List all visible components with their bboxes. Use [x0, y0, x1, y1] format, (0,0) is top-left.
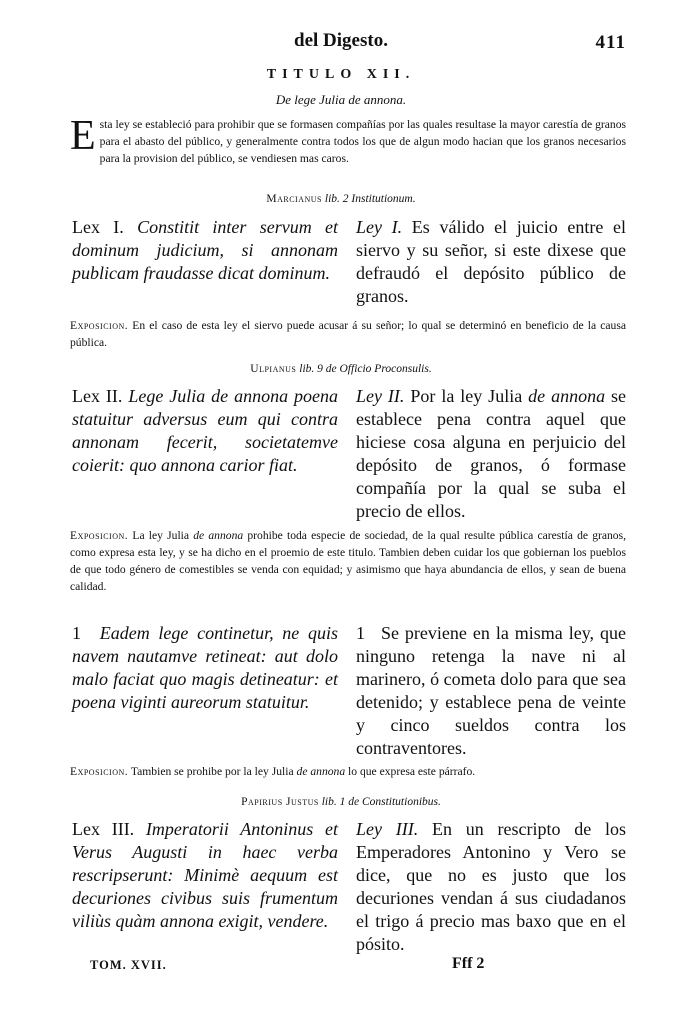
page-number: 411 — [595, 32, 626, 53]
latin-text — [72, 385, 338, 477]
latin-text — [72, 622, 338, 714]
intro-paragraph — [70, 113, 626, 167]
paragraph-number: 1 — [356, 623, 365, 643]
exposition-label: Exposicion. — [70, 319, 129, 332]
spanish-body: En un rescripto de los Emperadores Antonino y Vero se dice, que no es justo que los decuriones vendan á sus ciudadanos el trigo á precio mas baxo que en el pósito. — [356, 819, 626, 954]
exposition-pre: Tambien se prohibe por la ley Julia — [130, 765, 294, 778]
spanish-body: se establece pena contra aquel que hiciese cosa alguna en perjuicio del depósito de granos, ó formase compañía por la qual se suba el precio de ellos. — [356, 386, 627, 521]
source-work: lib. 9 de Officio Proconsulis. — [299, 363, 432, 375]
spanish-pre: Por la ley Julia — [410, 386, 523, 406]
law-heading: Lex III. — [72, 819, 135, 839]
section-title: TITULO XII. — [266, 67, 416, 82]
exposition-text: lo que expresa este párrafo. — [348, 765, 476, 778]
ley-heading: Ley I. — [356, 217, 403, 237]
exposition-italic: de annona — [193, 529, 244, 542]
source-citation — [0, 796, 682, 808]
law-heading: Lex II. — [72, 386, 123, 406]
exposition-italic: de annona — [296, 765, 346, 778]
exposition-label: Exposicion. — [70, 765, 129, 778]
spanish-text — [356, 818, 626, 956]
intro-text: sta ley se estableció para prohibir que se formasen compañías por las quales resultase la mayor carestía de granos para el abasto del público, y generalmente contra todos los que de algun modo hacian que los granos necesarios para la provision del público, se vendiesen mas caros. — [99, 118, 626, 165]
exposition-text: En el caso de esta ley el siervo puede acusar á su señor; lo qual se determinó en beneficio de la causa pública. — [70, 319, 626, 349]
source-citation — [0, 363, 682, 375]
exposition — [70, 763, 626, 780]
source-author: Papirius Justus — [241, 796, 319, 808]
spanish-text — [356, 385, 626, 523]
section-subtitle: De lege Julia de annona. — [275, 92, 407, 107]
exposition-pre: La ley Julia — [132, 529, 190, 542]
latin-text — [72, 216, 338, 285]
exposition-label: Exposicion. — [70, 529, 129, 542]
source-work: lib. 2 Institutionum. — [324, 193, 416, 205]
source-author: Ulpianus — [250, 363, 297, 375]
spanish-text — [356, 622, 626, 760]
latin-text — [72, 818, 338, 933]
spanish-text — [356, 216, 626, 308]
latin-body: Imperatorii Antoninus et Verus Augusti in haec verba rescripserunt: Minimè aequum est decuriones civibus suis frumentum viliùs quàm annona exigit, vendere. — [72, 819, 338, 931]
spanish-italic: de annona — [528, 386, 606, 406]
ley-heading: Ley III. — [356, 819, 419, 839]
source-work: lib. 1 de Constitutionibus. — [321, 796, 441, 808]
latin-body: Constitit inter servum et dominum judicium, si annonam publicam fraudasse dicat dominum. — [72, 217, 339, 283]
exposition — [70, 317, 626, 351]
volume-marker: TOM. XVII. — [90, 958, 167, 972]
signature-mark: Fff 2 — [452, 955, 485, 972]
paragraph-number: 1 — [72, 623, 81, 643]
source-author: Marcianus — [266, 193, 322, 205]
law-heading: Lex I. — [72, 217, 124, 237]
latin-body: Eadem lege continetur, ne quis navem nautamve retineat: aut dolo malo faciat quo magis detineatur: et poena viginti aureorum statuitur. — [72, 623, 339, 712]
spanish-body: Se previene en la misma ley, que ninguno retenga la nave ni al marinero, ó cometa dolo para que sea detenido; y establece pena de veinte y cinco sueldos contra los contraventores. — [356, 623, 627, 758]
drop-cap: E — [70, 113, 96, 159]
spanish-body: Es válido el juicio entre el siervo y su señor, si este dixese que defraudó el depósito público de granos. — [356, 217, 627, 306]
ley-heading: Ley II. — [356, 386, 405, 406]
exposition — [70, 527, 626, 595]
exposition-text: prohibe toda especie de sociedad, de la qual resulte pública carestía de granos, como expresa esta ley, y se ha dicho en el proemio de este titulo. Tambien deben cuidar los que gobiernan los pueblos de que todo género de comestibles se venda con equidad; y asimismo que haya abundancia de ellos, y sean de buena calidad. — [70, 529, 627, 593]
latin-body: Lege Julia de annona poena statuitur adversus eum qui contra annonam fecerit, societatemve coierit: quo annona carior fiat. — [72, 386, 339, 475]
running-header: del Digesto. — [294, 30, 388, 51]
source-citation — [0, 193, 682, 205]
